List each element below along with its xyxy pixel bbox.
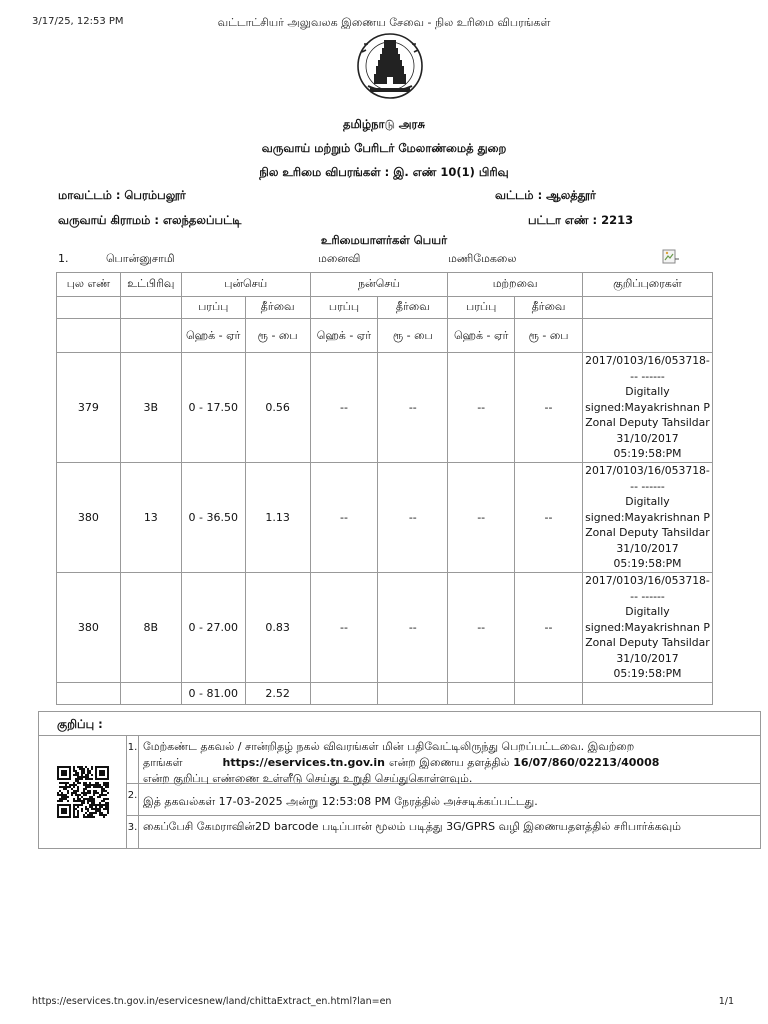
owner-relative: மணிமேகலை xyxy=(448,252,517,265)
remarks-cell xyxy=(582,463,712,573)
total-area: 0 - 81.00 xyxy=(181,683,245,705)
col-nansei-area: பரப்பு xyxy=(310,297,378,319)
print-page-title: வட்டாட்சியர் அலுவலக இணைய சேவை - நில உரிமை விபரங்கள் xyxy=(217,16,551,29)
unit-nansei-tax: ரூ - பை xyxy=(378,319,448,353)
total-tax: 2.52 xyxy=(245,683,310,705)
empty-cell xyxy=(515,683,583,705)
empty-cell xyxy=(120,683,181,705)
village-label: வருவாய் கிராமம் : எலந்தலப்பட்டி xyxy=(58,213,242,227)
government-name: தமிழ்நாடு அரசு xyxy=(343,117,425,131)
col-other-area: பரப்பு xyxy=(448,297,515,319)
note-text: கைப்பேசி கேமராவின்2D barcode படிப்பான் மூலம் படித்து 3G/GPRS வழி இணையதளத்தில் சரிபார்க்கவும் xyxy=(143,820,681,833)
note-item xyxy=(127,784,760,816)
department-name: வருவாய் மற்றும் பேரிடர் மேலாண்மைத் துறை xyxy=(261,141,507,155)
remark-line: signed:Mayakrishnan P xyxy=(585,400,710,414)
table-header-row xyxy=(57,273,713,297)
empty-cell xyxy=(582,297,712,319)
remark-line: 2017/0103/16/053718- xyxy=(585,464,710,478)
punsei-area: 0 - 36.50 xyxy=(181,463,245,573)
taluk-label: வட்டம் : ஆலத்தூர் xyxy=(495,188,596,202)
col-punsei-area: பரப்பு xyxy=(181,297,245,319)
unit-punsei-area: ஹெக் - ஏர் xyxy=(181,319,245,353)
punsei-tax: 0.83 xyxy=(245,573,310,683)
land-details-table xyxy=(56,272,713,705)
nansei-tax: -- xyxy=(378,573,448,683)
district-label: மாவட்டம் : பெரம்பலூர் xyxy=(58,188,186,202)
note-number: 1. xyxy=(127,736,139,783)
empty-cell xyxy=(310,683,378,705)
remark-line: 31/10/2017 xyxy=(616,431,679,445)
note-text: இத் தகவல்கள் 17-03-2025 அன்று 12:53:08 PM நேரத்தில் அச்சடிக்கப்பட்டது. xyxy=(143,795,538,808)
verification-url-link[interactable]: https://eservices.tn.gov.in xyxy=(222,756,386,769)
remark-line: -- ------ xyxy=(630,479,665,493)
total-row xyxy=(57,683,713,705)
remark-line: 05:19:58:PM xyxy=(613,447,682,461)
col-punsei-tax: தீர்வை xyxy=(245,297,310,319)
remark-line: Zonal Deputy Tahsildar xyxy=(585,416,710,430)
table-row xyxy=(57,573,713,683)
other-tax: -- xyxy=(515,353,583,463)
remark-line: 31/10/2017 xyxy=(616,541,679,555)
survey-no: 380 xyxy=(57,463,121,573)
remark-line: 05:19:58:PM xyxy=(613,557,682,571)
col-nansei: நன்செய் xyxy=(310,273,448,297)
broken-image-icon xyxy=(662,249,680,267)
table-subheader-row xyxy=(57,297,713,319)
unit-nansei-area: ஹெக் - ஏர் xyxy=(310,319,378,353)
other-area: -- xyxy=(448,463,515,573)
survey-no: 380 xyxy=(57,573,121,683)
punsei-area: 0 - 27.00 xyxy=(181,573,245,683)
nansei-area: -- xyxy=(310,353,378,463)
notes-section xyxy=(38,711,761,849)
other-tax: -- xyxy=(515,463,583,573)
footer-url: https://eservices.tn.gov.in/eservicesnew/land/chittaExtract_en.html?lan=en xyxy=(32,996,392,1007)
unit-other-area: ஹெக் - ஏர் xyxy=(448,319,515,353)
unit-punsei-tax: ரூ - பை xyxy=(245,319,310,353)
table-row xyxy=(57,353,713,463)
other-area: -- xyxy=(448,573,515,683)
note-text-part: மேற்கண்ட தகவல் / சான்றிதழ் நகல் விவரங்கள் மின் பதிவேட்டிலிருந்து பெறப்பட்டவை. இவற்றை தாங்கள் xyxy=(143,740,635,769)
unit-other-tax: ரூ - பை xyxy=(515,319,583,353)
note-number: 3. xyxy=(127,816,139,848)
other-tax: -- xyxy=(515,573,583,683)
note-text-part: என்ற குறிப்பு எண்ணை உள்ளீடு செய்து உறுதி செய்துகொள்ளவும். xyxy=(143,772,473,785)
empty-cell xyxy=(582,683,712,705)
empty-cell xyxy=(448,683,515,705)
punsei-tax: 1.13 xyxy=(245,463,310,573)
remark-line: -- ------ xyxy=(630,369,665,383)
tn-emblem-icon xyxy=(356,30,424,104)
note-item xyxy=(127,736,760,784)
remark-line: Digitally xyxy=(625,605,670,619)
note-text xyxy=(139,736,760,783)
col-other-tax: தீர்வை xyxy=(515,297,583,319)
qr-code-cell xyxy=(39,736,127,848)
remarks-cell xyxy=(582,353,712,463)
remark-line: Zonal Deputy Tahsildar xyxy=(585,636,710,650)
empty-cell xyxy=(57,683,121,705)
owner-name: பொன்னுசாமி xyxy=(106,252,175,265)
document-heading: நில உரிமை விபரங்கள் : இ. எண் 10(1) பிரிவு xyxy=(259,165,509,179)
patta-number: பட்டா எண் : 2213 xyxy=(528,213,634,227)
remark-line: 2017/0103/16/053718- xyxy=(585,574,710,588)
remark-line: Digitally xyxy=(625,385,670,399)
remark-line: 31/10/2017 xyxy=(616,651,679,665)
col-remarks: குறிப்புரைகள் xyxy=(582,273,712,297)
punsei-tax: 0.56 xyxy=(245,353,310,463)
empty-cell xyxy=(378,683,448,705)
remark-line: signed:Mayakrishnan P xyxy=(585,510,710,524)
col-subdivision: உட்பிரிவு xyxy=(120,273,181,297)
col-nansei-tax: தீர்வை xyxy=(378,297,448,319)
empty-cell xyxy=(57,297,121,319)
owner-relation: மனைவி xyxy=(318,252,361,265)
note-number: 2. xyxy=(127,784,139,815)
empty-cell xyxy=(120,319,181,353)
subdivision: 13 xyxy=(120,463,181,573)
remark-line: Digitally xyxy=(625,495,670,509)
owners-heading: உரிமையாளர்கள் பெயர் xyxy=(320,233,448,247)
owner-index: 1. xyxy=(58,252,69,265)
col-punsei: புன்செய் xyxy=(181,273,310,297)
table-units-row xyxy=(57,319,713,353)
remark-line: -- ------ xyxy=(630,589,665,603)
remark-line: signed:Mayakrishnan P xyxy=(585,620,710,634)
reference-code: 16/07/860/02213/40008 xyxy=(513,756,660,769)
empty-cell xyxy=(57,319,121,353)
subdivision: 8B xyxy=(120,573,181,683)
note-text-part: என்ற இணைய தளத்தில் xyxy=(389,756,510,769)
page-number: 1/1 xyxy=(718,996,734,1007)
subdivision: 3B xyxy=(120,353,181,463)
nansei-tax: -- xyxy=(378,353,448,463)
empty-cell xyxy=(582,319,712,353)
table-row xyxy=(57,463,713,573)
print-datetime: 3/17/25, 12:53 PM xyxy=(32,16,124,27)
qr-code-icon xyxy=(57,766,109,818)
col-others: மற்றவை xyxy=(448,273,583,297)
remark-line: 2017/0103/16/053718- xyxy=(585,354,710,368)
notes-list xyxy=(127,736,760,848)
empty-cell xyxy=(120,297,181,319)
nansei-area: -- xyxy=(310,463,378,573)
notes-heading: குறிப்பு : xyxy=(39,712,760,736)
note-item xyxy=(127,816,760,848)
punsei-area: 0 - 17.50 xyxy=(181,353,245,463)
remark-line: Zonal Deputy Tahsildar xyxy=(585,526,710,540)
nansei-tax: -- xyxy=(378,463,448,573)
remarks-cell xyxy=(582,573,712,683)
remark-line: 05:19:58:PM xyxy=(613,667,682,681)
nansei-area: -- xyxy=(310,573,378,683)
other-area: -- xyxy=(448,353,515,463)
col-survey-no: புல எண் xyxy=(57,273,121,297)
survey-no: 379 xyxy=(57,353,121,463)
